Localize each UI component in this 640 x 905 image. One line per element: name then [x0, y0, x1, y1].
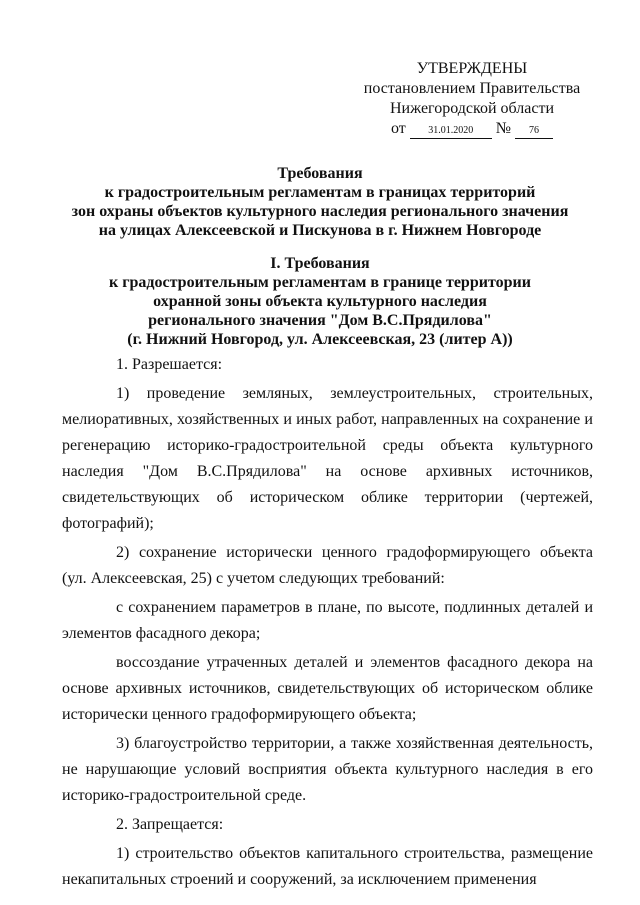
paragraph: 1) строительство объектов капитального строительства, размещение некапитальных строений и сооружений, за исключением применения [62, 845, 593, 888]
approval-line-resolution: постановлением Правительства [363, 80, 581, 97]
approval-title: УТВЕРЖДЕНЫ [416, 60, 528, 77]
section-heading-line: к градостроительным регламентам в границе территории [109, 274, 531, 291]
approval-line-region: Нижегородской области [389, 100, 554, 117]
paragraph: 1. Разрешается: [116, 356, 223, 373]
main-heading-line: зон охраны объектов культурного наследия регионального значения [71, 203, 569, 220]
main-heading [62, 164, 578, 240]
main-heading-line: Требования [277, 165, 363, 182]
main-heading-line: на улицах Алексеевской и Пискунова в г. Нижнем Новгороде [98, 222, 542, 239]
document-body [62, 352, 593, 893]
paragraph: с сохранением параметров в плане, по высоте, подлинных деталей и элементов фасадного декора; [62, 599, 593, 642]
section-heading [62, 254, 578, 349]
section-heading-line: регионального значения "Дом В.С.Прядилова" [148, 312, 492, 329]
paragraph: 2. Запрещается: [116, 816, 224, 833]
approval-date: 31.01.2020 [410, 124, 492, 139]
paragraph: воссоздание утраченных деталей и элементов фасадного декора на основе архивных источников, свидетельствующих об историческом облике исторически ценного градоформирующего объекта; [62, 654, 593, 723]
approval-date-number-line [352, 119, 592, 139]
approval-block [352, 59, 592, 139]
paragraph: 2) сохранение исторически ценного градоформирующего объекта (ул. Алексеевская, 25) с учетом следующих требований: [62, 544, 593, 587]
paragraph: 1) проведение земляных, землеустроительных, строительных, мелиоративных, хозяйственных и иных работ, направленных на сохранение и регенерацию историко-градостроительной среды объекта культурного наследия "Дом В.С.Прядилова" на основе архивных источников, свидетельствующих об историческом облике территории (чертежей, фотографий); [62, 385, 593, 532]
approval-number: 76 [515, 124, 553, 139]
section-heading-line: (г. Нижний Новгород, ул. Алексеевская, 23 (литер А)) [127, 331, 513, 348]
paragraph: 3) благоустройство территории, а также хозяйственная деятельность, не нарушающие условий восприятия объекта культурного наследия в его историко-градостроительной среде. [62, 735, 593, 804]
section-heading-line: охранной зоны объекта культурного наследия [153, 293, 487, 310]
approval-from-label: от [390, 120, 406, 137]
approval-number-sign: № [495, 120, 512, 137]
main-heading-line: к градостроительным регламентам в границах территорий [104, 184, 536, 201]
section-heading-line: I. Требования [270, 255, 370, 272]
